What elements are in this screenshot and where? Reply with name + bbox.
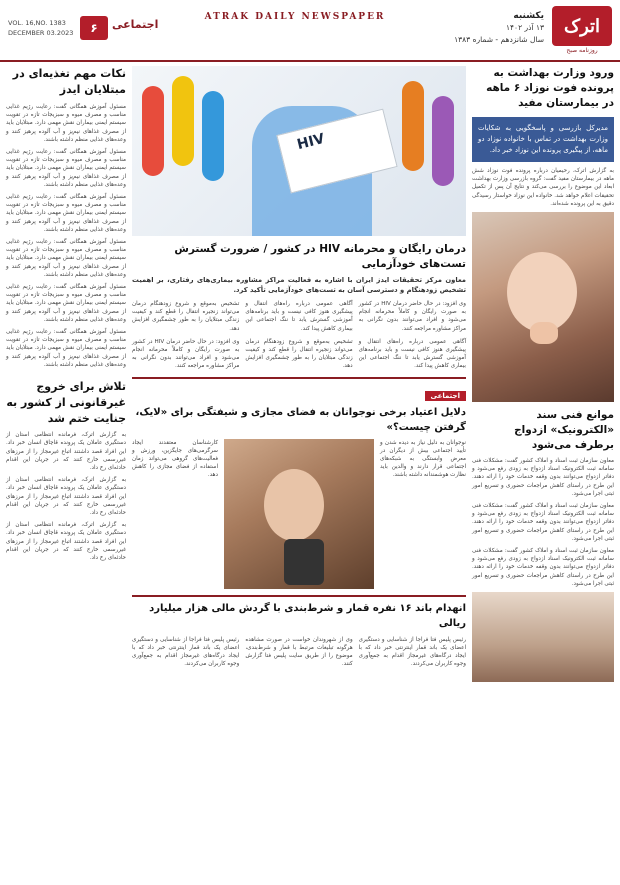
volume-info (8, 18, 78, 38)
teen-story-body (132, 439, 466, 589)
gambling-body-1: رئیس پلیس فتا فراجا از شناسایی و دستگیری اعضای یک باند قمار اینترنتی خبر داد که با ایجاد درگاه‌های غیرمجاز اقدام به جمع‌آوری وجوه کاربران می‌کردند. (358, 636, 466, 668)
hero-headline: درمان رایگان و محرمانه HIV در کشور / ضرورت گسترش تست‌های خودآزمایی (174, 243, 466, 270)
body-baby-death: به گزارش اترک، رحیمیان درباره پرونده فوت نوزاد شش ماهه در بیمارستان مفید گفت: گروه بازرسی وزارت بهداشت ابعاد این موضوع را بررسی می‌کند و نتایج آن پس از تکمیل تحقیقات اعلام خواهد شد. خانواده این نوزاد خواستار رسیدگی دقیق به این پرونده شده‌اند. (472, 168, 614, 207)
date-block (454, 10, 544, 46)
masthead-bar (0, 0, 620, 62)
logo-subtitle: روزنامه صبح (566, 47, 598, 54)
date-persian: ۱۳ آذر ۱۴۰۲ (505, 23, 544, 32)
hero-body-columns-2 (132, 338, 466, 371)
test-tube-orange (402, 81, 424, 171)
paper-name: ATRAK DAILY NEWSPAPER (204, 12, 386, 22)
body-hiv-nutrition-5: مسئول آموزش همگانی گفت: رعایت رژیم غذایی مناسب و مصرف میوه و سبزیجات تازه در تقویت سیستم ایمنی بیماران نقش مهمی دارد. مبتلایان باید از مصرف غذاهای نیم‌پز و آب آلوده پرهیز کنند و وعده‌های غذایی منظم داشته باشند. (6, 284, 126, 323)
test-tube-blue (202, 91, 224, 181)
test-tube-yellow (172, 76, 194, 166)
headline-hiv-nutrition: نکات مهم تغذیه‌ای در مبتلایان ایدز (12, 67, 126, 96)
hero-image (132, 66, 466, 236)
headline-teen-addiction: دلایل اعتیاد برخی نوجوانان به فضای مجازی و شیفتگی برای «لایک، گرفتن چیست؟» (135, 406, 466, 433)
right-column (472, 66, 614, 881)
lead-baby-death: مدیرکل بازرسی و پاسخگویی به شکایات وزارت بهداشت در تماس با خانواده نوزاد دو ماهه، از پیگیری پرونده این نوزاد خبر داد. (472, 117, 614, 162)
body-illegal-exit-2: به گزارش اترک، فرمانده انتظامی استان از دستگیری عاملان یک پرونده قاچاق انسان خبر داد. این افراد قصد داشتند اتباع غیرمجاز را از مرزهای غیررسمی خارج کنند که در جریان این اقدام حادثه‌ای رخ داد. (6, 477, 126, 516)
hero-lead: معاون مرکز تحقیقات ایدز ایران با اشاره به فعالیت مراکز مشاوره بیماری‌های رفتاری، بر اهمیت تشخیص زودهنگام و دسترسی آسان به تست‌های خودآزمایی تأکید کرد. (132, 276, 466, 294)
hero-body-col-3: تشخیص به‌موقع و شروع زودهنگام درمان می‌تواند زنجیره انتقال را قطع کند و کیفیت زندگی مبتلایان را به طور چشمگیری افزایش دهد. (132, 301, 240, 332)
headline-illegal-exit: تلاش برای خروج غیرقانونی از کشور به جنایت ختم شد (6, 380, 126, 426)
hero-body-col-3b: وی افزود: در حال حاضر درمان HIV در کشور به صورت رایگان و کاملاً محرمانه انجام می‌شود و افراد می‌توانند بدون نگرانی به مراکز مشاوره مراجعه کنند. (132, 338, 240, 370)
body-hiv-nutrition: مسئول آموزش همگانی گفت: رعایت رژیم غذایی مناسب و مصرف میوه و سبزیجات تازه در تقویت سیستم ایمنی بیماران نقش مهمی دارد. مبتلایان باید از مصرف غذاهای نیم‌پز و آب آلوده پرهیز کنند و وعده‌های غذایی منظم داشته باشند. (6, 104, 126, 143)
body-hiv-nutrition-2: مسئول آموزش همگانی گفت: رعایت رژیم غذایی مناسب و مصرف میوه و سبزیجات تازه در تقویت سیستم ایمنی بیماران نقش مهمی دارد. مبتلایان باید از مصرف غذاهای نیم‌پز و آب آلوده پرهیز کنند و وعده‌های غذایی منظم داشته باشند. (6, 149, 126, 188)
body-hiv-nutrition-6: مسئول آموزش همگانی گفت: رعایت رژیم غذایی مناسب و مصرف میوه و سبزیجات تازه در تقویت سیستم ایمنی بیماران نقش مهمی دارد. مبتلایان باید از مصرف غذاهای نیم‌پز و آب آلوده پرهیز کنند و وعده‌های غذایی منظم داشته باشند. (6, 329, 126, 368)
test-tube-purple (432, 96, 454, 186)
headline-gambling-gang: انهدام باند ۱۶ نفره قمار و شرط‌بندی با گردش مالی هزار میلیارد ریالی (149, 602, 466, 629)
volume-number: VOL. 16,NO. 1383 (8, 19, 66, 27)
section-divider (132, 377, 466, 379)
hero-body-columns (132, 300, 466, 333)
phone-icon (284, 539, 324, 585)
gambling-body-3: رئیس پلیس فتا فراجا از شناسایی و دستگیری اعضای یک باند قمار اینترنتی خبر داد که با ایجاد درگاه‌های غیرمجاز اقدام به جمع‌آوری وجوه کاربران می‌کردند. (132, 636, 240, 668)
center-column (132, 66, 466, 881)
bottom-photo (472, 592, 614, 682)
hiv-label: HIV (295, 130, 327, 154)
section-label: اجتماعی (112, 18, 159, 31)
body-e-marriage-cont-2: معاون سازمان ثبت اسناد و املاک کشور گفت: مشکلات فنی سامانه ثبت الکترونیک اسناد ازدواج به زودی رفع می‌شود و دفاتر ازدواج می‌توانند بدون وقفه خدمات خود را ارائه دهند. این طرح در راستای کاهش مراجعات حضوری و تسریع امور ثبتی اجرا می‌شود. (472, 548, 614, 587)
date-english: DECEMBER 03.2023 (8, 29, 74, 37)
teen-body-2: کارشناسان معتقدند ایجاد سرگرمی‌های جایگزین، ورزش و فعالیت‌های گروهی می‌تواند زمان استفاده از فضای مجازی را کاهش دهد. (132, 439, 218, 479)
page-number: ۶ (80, 16, 108, 40)
section-divider-2 (132, 595, 466, 597)
hero-body-col-1b: آگاهی عمومی درباره راه‌های انتقال و پیشگیری هنوز کافی نیست و باید برنامه‌های آموزشی گسترش یابد تا ننگ اجتماعی این بیماری کاهش پیدا کند. (358, 338, 466, 370)
weekday: یکشنبه (513, 11, 544, 21)
hero-body-col-2: آگاهی عمومی درباره راه‌های انتقال و پیشگیری هنوز کافی نیست و باید برنامه‌های آموزشی گسترش یابد تا ننگ اجتماعی این بیماری کاهش پیدا کند. (245, 301, 353, 332)
body-e-marriage-cont: معاون سازمان ثبت اسناد و املاک کشور گفت: مشکلات فنی سامانه ثبت الکترونیک اسناد ازدواج به زودی رفع می‌شود و دفاتر ازدواج می‌توانند بدون وقفه خدمات خود را ارائه دهند. این طرح در راستای کاهش مراجعات حضوری و تسریع امور ثبتی اجرا می‌شود. (472, 503, 614, 542)
hero-body-col-1: وی افزود: در حال حاضر درمان HIV در کشور به صورت رایگان و کاملاً محرمانه انجام می‌شود و افراد می‌توانند بدون نگرانی به مراکز مشاوره مراجعه کنند. (358, 301, 466, 332)
gambling-body-columns (132, 636, 466, 669)
baby-face (507, 252, 577, 332)
newspaper-logo: اترک (552, 6, 612, 46)
left-column (6, 66, 126, 881)
hero-body-col-2b: تشخیص به‌موقع و شروع زودهنگام درمان می‌تواند زنجیره انتقال را قطع کند و کیفیت زندگی مبتلایان را به طور چشمگیری افزایش دهد. (245, 338, 353, 370)
body-illegal-exit: به گزارش اترک، فرمانده انتظامی استان از دستگیری عاملان یک پرونده قاچاق انسان خبر داد. این افراد قصد داشتند اتباع غیرمجاز را از مرزهای غیررسمی خارج کنند که در جریان این اقدام حادثه‌ای رخ داد. (6, 432, 126, 471)
girl-face (264, 469, 324, 541)
body-hiv-nutrition-4: مسئول آموزش همگانی گفت: رعایت رژیم غذایی مناسب و مصرف میوه و سبزیجات تازه در تقویت سیستم ایمنی بیماران نقش مهمی دارد. مبتلایان باید از مصرف غذاهای نیم‌پز و آب آلوده پرهیز کنند و وعده‌های غذایی منظم داشته باشند. (6, 239, 126, 278)
issue-line: سال شانزدهم - شماره ۱۳۸۳ (454, 35, 544, 44)
teen-body-1: نوجوانان به دلیل نیاز به دیده شدن و تأیید اجتماعی بیش از دیگران در معرض وابستگی به شبکه‌های اجتماعی قرار دارند و والدین باید نظارت هوشمندانه داشته باشند. (380, 439, 466, 479)
baby-photo (472, 212, 614, 402)
headline-baby-death: ورود وزارت بهداشت به پرونده فوت نوزاد ۶ ماهه در بیمارستان مفید (486, 67, 614, 109)
gambling-body-2: وی از شهروندان خواست در صورت مشاهده هرگونه تبلیغات مرتبط با قمار و شرط‌بندی، موضوع را از طریق سایت پلیس فتا گزارش کنند. (245, 636, 353, 668)
body-hiv-nutrition-3: مسئول آموزش همگانی گفت: رعایت رژیم غذایی مناسب و مصرف میوه و سبزیجات تازه در تقویت سیستم ایمنی بیماران نقش مهمی دارد. مبتلایان باید از مصرف غذاهای نیم‌پز و آب آلوده پرهیز کنند و وعده‌های غذایی منظم داشته باشند. (6, 194, 126, 233)
baby-hand (530, 322, 558, 344)
section-tag: اجتماعی (425, 391, 467, 401)
body-e-marriage: معاون سازمان ثبت اسناد و املاک کشور گفت: مشکلات فنی سامانه ثبت الکترونیک اسناد ازدواج به زودی رفع می‌شود و دفاتر ازدواج می‌توانند بدون وقفه خدمات خود را ارائه دهند. این طرح در راستای کاهش مراجعات حضوری و تسریع امور ثبتی اجرا می‌شود. (472, 458, 614, 497)
body-illegal-exit-3: به گزارش اترک، فرمانده انتظامی استان از دستگیری عاملان یک پرونده قاچاق انسان خبر داد. این افراد قصد داشتند اتباع غیرمجاز را از مرزهای غیررسمی خارج کنند که در جریان این اقدام حادثه‌ای رخ داد. (6, 522, 126, 561)
test-tube-red (142, 86, 164, 176)
headline-e-marriage: موانع فنی سند «الکترونیک» ازدواج برطرف می‌شود (514, 409, 614, 452)
teen-girl-photo (224, 439, 374, 589)
